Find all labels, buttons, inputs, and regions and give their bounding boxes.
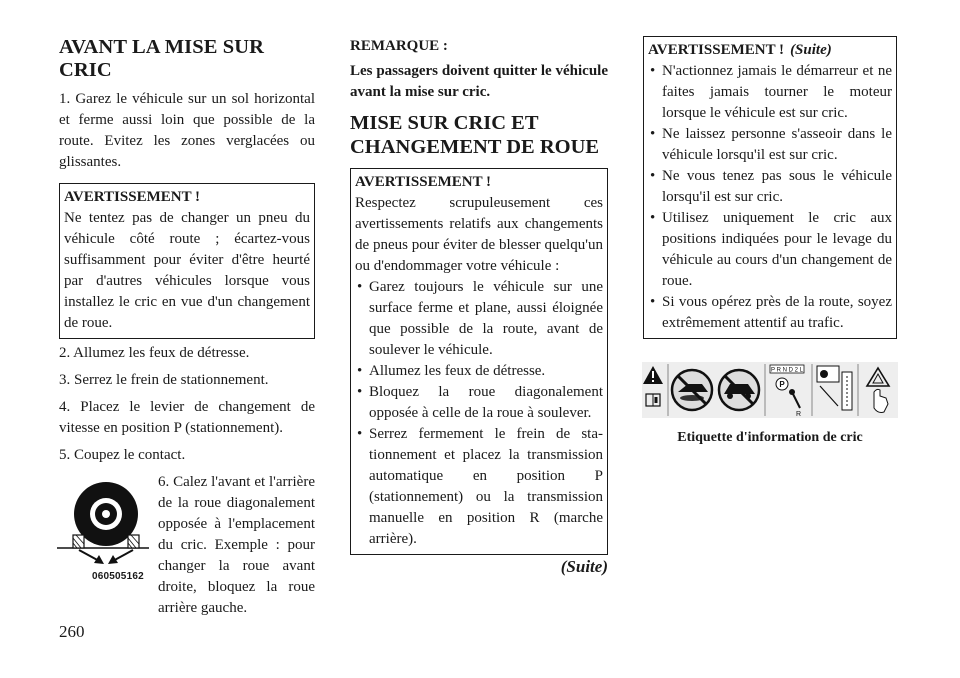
warning-title: AVERTISSEMENT ! (355, 174, 492, 190)
column-left (59, 36, 315, 625)
heading-line-2: CHANGEMENT DE ROUE (350, 136, 600, 158)
gear-sequence-text: P R N D 2 L (771, 367, 803, 374)
warning-title: AVERTISSEMENT ! (64, 189, 201, 205)
warning-item: • Utilisez uniquement le cric aux positions indiquées pour le levage du véhicule au cours d'un changement de roue. (648, 208, 892, 292)
no-occupant-icon (719, 370, 759, 410)
step-1: 1. Garez le véhicule sur un sol horizontal et ferme aussi loin que possible de la route. Evitez les zones verglacées ou glissantes. (59, 91, 315, 170)
warning-item: • Garez toujours le véhicule sur une surface ferme et plane, aussi éloignée que possible de la route, avant de soulever le véhicule. (355, 277, 603, 361)
warning-item: • Ne vous tenez pas sous le véhicule lorsqu'il est sur cric. (648, 166, 892, 208)
wheel-chock-illustration (57, 472, 154, 622)
section-heading-jacking (350, 111, 608, 159)
jack-label-caption: Etiquette d'information de cric (677, 430, 863, 445)
column-middle (350, 36, 608, 577)
warning-list (355, 277, 603, 550)
note-title: REMARQUE : (350, 38, 448, 54)
warning-intro: Respectez scrupuleusement ces avertissements relatifs aux changements de pneus pour éviter de blesser quelqu'un ou d'endommager votre véhicule : (355, 195, 603, 274)
warning-item: • Si vous opérez près de la route, soyez extrêmement attentif au trafic. (648, 292, 892, 334)
no-person-under-vehicle-icon (672, 370, 712, 410)
step-4: 4. Placez le levier de changement de vitesse en position P (stationnement). (59, 399, 315, 436)
step-6: 6. Calez l'avant et l'arrière de la roue diagonalement opposée à l'emplacement du cric. Exemple : pour changer la roue avant droite, bloquez la roue arrière gauche. (158, 474, 315, 616)
warning-box-tire-change (350, 168, 608, 555)
heading-line-1: MISE SUR CRIC ET (350, 112, 539, 134)
step-3: 3. Serrez le frein de stationnement. (59, 372, 269, 388)
jack-label-illustration (642, 362, 898, 418)
warning-item: • Ne laissez personne s'asseoir dans le véhicule lorsqu'il est sur cric. (648, 124, 892, 166)
step-5: 5. Coupez le contact. (59, 447, 186, 463)
warning-item: • Bloquez la roue diagonalement opposée à celle de la roue à soulever. (355, 382, 603, 424)
park-letter: P (779, 380, 785, 389)
wheel-chock-figure (57, 472, 154, 622)
warning-list (648, 61, 892, 334)
note-text: Les passagers doivent quitter le véhicule avant la mise sur cric. (350, 63, 608, 100)
warning-text: Ne tentez pas de changer un pneu du véhicule côté route ; écartez-vous suffisamment pour éviter d'être heurté par d'autres véhicules lorsque vous installez le cric en vue d'un changement de roue. (64, 210, 310, 331)
page-number: 260 (59, 622, 85, 641)
warning-title-suffix: (Suite) (790, 42, 832, 58)
warning-item: • N'actionnez jamais le démarreur et ne faites jamais tourner le moteur lorsque le véhicule est sur cric. (648, 61, 892, 124)
warning-title (648, 40, 892, 61)
warning-box-continued (643, 36, 897, 339)
jack-information-label (642, 362, 898, 418)
step-2: 2. Allumez les feux de détresse. (59, 345, 250, 361)
warning-box-roadside (59, 183, 315, 339)
warning-item: • Allumez les feux de détresse. (355, 361, 603, 382)
reverse-letter: R (796, 411, 802, 418)
figure-code: 060505162 (92, 571, 144, 582)
section-heading-before-jacking: AVANT LA MISE SUR CRIC (59, 36, 265, 81)
warning-item: • Serrez fermement le frein de stationnement et placez la transmission automatique en position P (stationnement) ou la transmission manuelle en position R (marche arrière). (355, 424, 603, 550)
continued-label: (Suite) (560, 557, 608, 576)
warning-title-text: AVERTISSEMENT ! (648, 42, 785, 58)
column-right (643, 36, 897, 339)
